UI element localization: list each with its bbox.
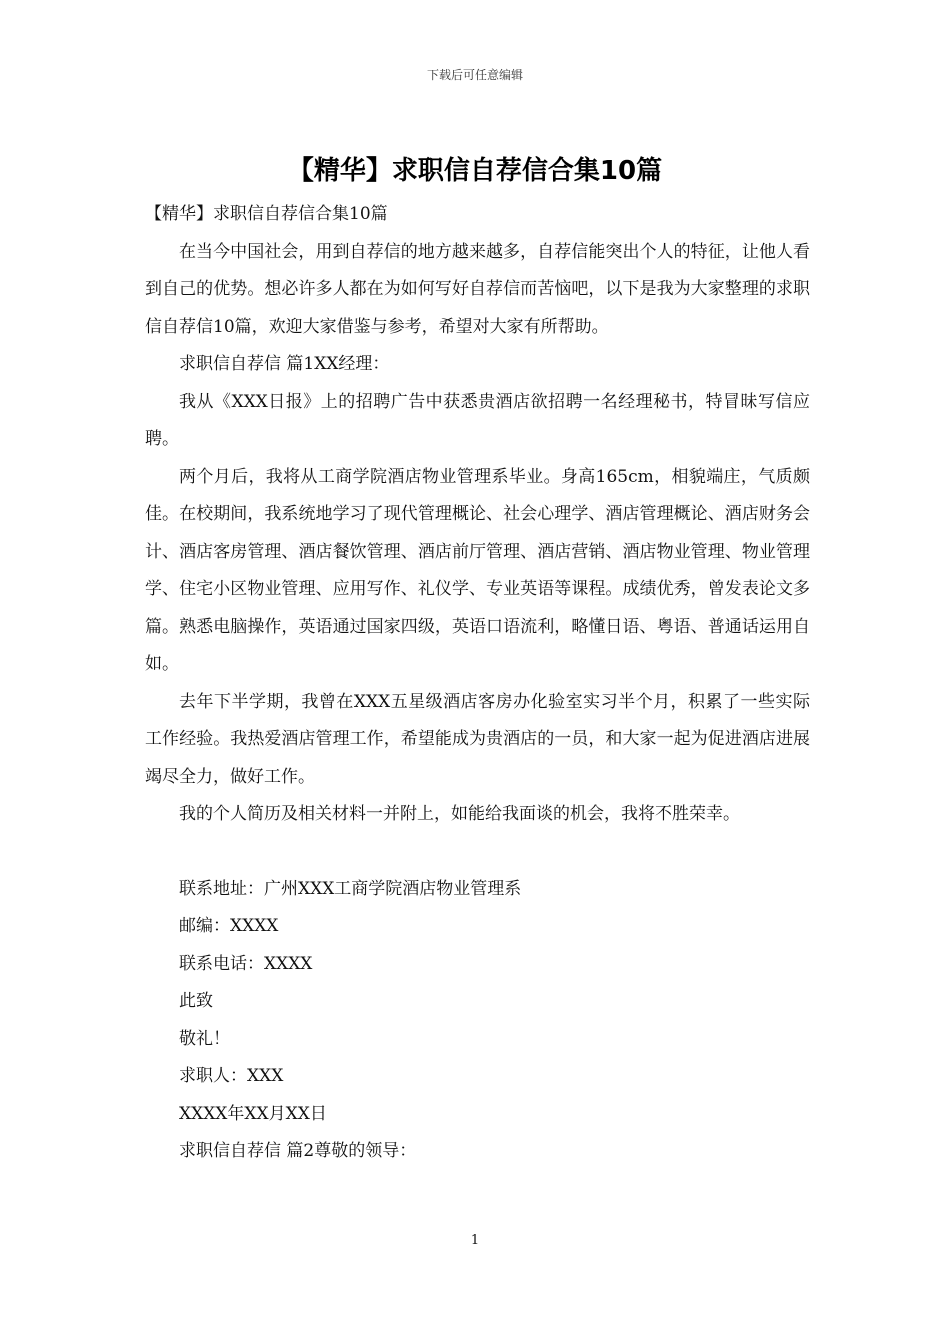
page-number: 1 <box>470 1233 480 1248</box>
blank-line <box>145 834 810 871</box>
letter-date: XXXX年XX月XX日 <box>179 1103 327 1124</box>
salutation-line-2: 敬礼！ <box>179 1028 230 1049</box>
letter1-paragraph-4: 我的个人简历及相关材料一并附上，如能给我面谈的机会，我将不胜荣幸。 <box>179 804 740 824</box>
page-header-note: 下载后可任意编辑 <box>426 68 523 82</box>
salutation-line-1: 此致 <box>179 991 213 1011</box>
contact-postcode: 邮编：XXXX <box>179 916 279 936</box>
intro-paragraph: 在当今中国社会，用到自荐信的地方越来越多，自荐信能突出个人的特征，让他人看到自己的优势。想必许多人都在为如何写好自荐信而苦恼吧，以下是我为大家整理的求职信自荐信10篇，欢迎大家借鉴与参考，希望对大家有所帮助。 <box>145 241 810 337</box>
document-title: 【精华】求职信自荐信合集10篇 <box>287 156 663 186</box>
letter1-paragraph-3: 去年下半学期，我曾在XXX五星级酒店客房办化验室实习半个月，积累了一些实际工作经验。我热爱酒店管理工作，希望能成为贵酒店的一员，和大家一起为促进酒店进展竭尽全力，做好工作。 <box>145 691 810 787</box>
letter2-heading: 求职信自荐信 篇2尊敬的领导： <box>179 1141 417 1161</box>
letter1-heading: 求职信自荐信 篇1XX经理： <box>179 354 390 374</box>
document-subtitle: 【精华】求职信自荐信合集10篇 <box>145 204 388 224</box>
letter1-paragraph-1: 我从《XXX日报》上的招聘广告中获悉贵酒店欲招聘一名经理秘书，特冒昧写信应聘。 <box>145 391 810 449</box>
letter1-paragraph-2: 两个月后，我将从工商学院酒店物业管理系毕业。身高165cm，相貌端庄，气质颇佳。在校期间，我系统地学习了现代管理概论、社会心理学、酒店管理概论、酒店财务会计、酒店客房管理、酒店餐饮管理、酒店前厅管理、酒店营销、酒店物业管理、物业管理学、住宅小区物业管理、应用写作、礼仪学、专业英语等课程。成绩优秀，曾发表论文多篇。熟悉电脑操作，英语通过国家四级，英语口语流利，略懂日语、粤语、普通话运用自如。 <box>145 466 810 674</box>
document-body <box>145 196 810 1171</box>
applicant-name: 求职人：XXX <box>179 1066 284 1086</box>
contact-address: 联系地址：广州XXX工商学院酒店物业管理系 <box>179 878 522 899</box>
contact-phone: 联系电话：XXXX <box>179 953 313 974</box>
